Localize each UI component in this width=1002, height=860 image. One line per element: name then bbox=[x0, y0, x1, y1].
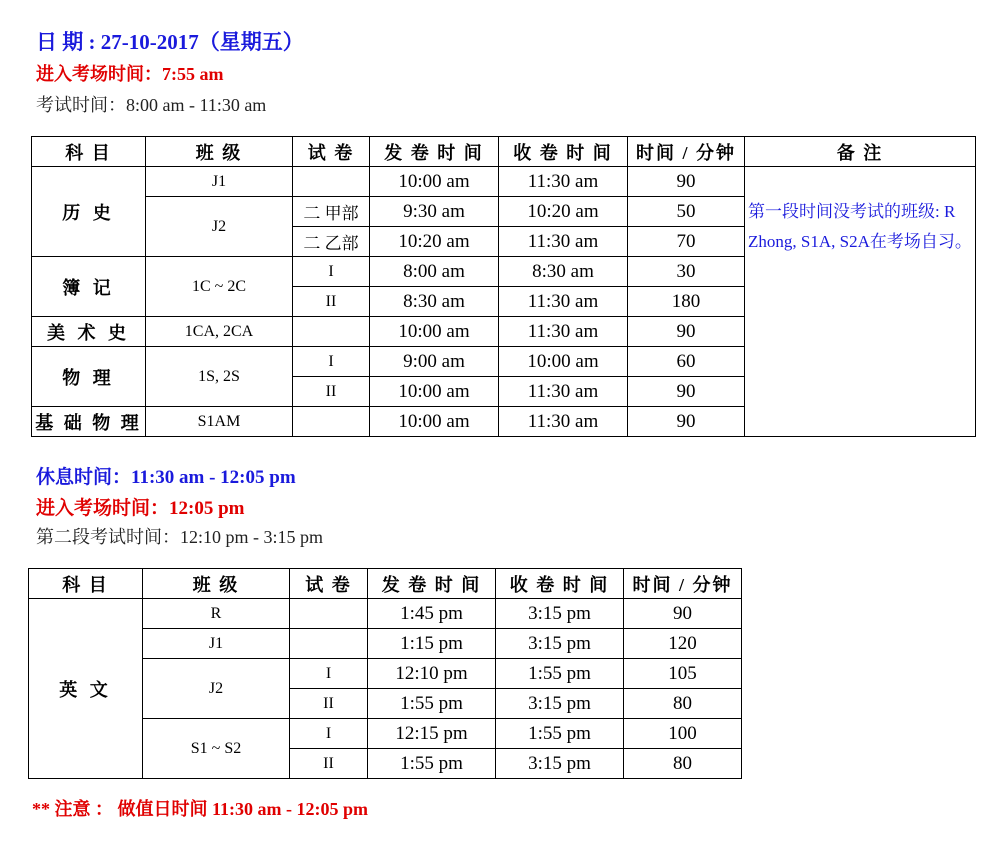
end-time-cell: 11:30 am bbox=[499, 227, 628, 257]
end-time-cell: 11:30 am bbox=[499, 317, 628, 347]
class-cell: S1AM bbox=[146, 407, 293, 437]
col-subject: 科 目 bbox=[32, 137, 146, 167]
end-time-cell: 10:20 am bbox=[499, 197, 628, 227]
start-time-cell: 9:30 am bbox=[370, 197, 499, 227]
table-row bbox=[29, 599, 742, 629]
start-time-cell: 10:00 am bbox=[370, 317, 499, 347]
duration-cell: 90 bbox=[628, 407, 745, 437]
duration-cell: 80 bbox=[624, 689, 742, 719]
col-class: 班 级 bbox=[146, 137, 293, 167]
class-cell: J2 bbox=[143, 659, 290, 719]
exam-schedule-table-1 bbox=[31, 136, 976, 437]
duration-cell: 60 bbox=[628, 347, 745, 377]
duration-cell: 105 bbox=[624, 659, 742, 689]
remarks-cell: 第一段时间没考试的班级: R Zhong, S1A, S2A在考场自习。 bbox=[745, 167, 976, 437]
duration-cell: 30 bbox=[628, 257, 745, 287]
paper-cell bbox=[290, 599, 368, 629]
paper-cell bbox=[293, 407, 370, 437]
start-time-cell: 10:00 am bbox=[370, 407, 499, 437]
subject-cell: 美 术 史 bbox=[32, 317, 146, 347]
start-time-cell: 8:00 am bbox=[370, 257, 499, 287]
paper-cell bbox=[293, 317, 370, 347]
col-paper: 试 卷 bbox=[293, 137, 370, 167]
start-time-cell: 10:00 am bbox=[370, 167, 499, 197]
end-time-cell: 11:30 am bbox=[499, 287, 628, 317]
start-time-cell: 10:20 am bbox=[370, 227, 499, 257]
duration-cell: 50 bbox=[628, 197, 745, 227]
end-time-cell: 3:15 pm bbox=[496, 689, 624, 719]
subject-cell: 历 史 bbox=[32, 167, 146, 257]
class-cell: R bbox=[143, 599, 290, 629]
paper-cell: II bbox=[293, 377, 370, 407]
paper-cell: II bbox=[290, 689, 368, 719]
exam-date: 日 期 : 27-10-2017（星期五） bbox=[36, 30, 304, 54]
class-cell: 1CA, 2CA bbox=[146, 317, 293, 347]
class-cell: S1 ~ S2 bbox=[143, 719, 290, 779]
duration-cell: 180 bbox=[628, 287, 745, 317]
col-remarks: 备 注 bbox=[745, 137, 976, 167]
end-time-cell: 10:00 am bbox=[499, 347, 628, 377]
end-time-cell: 1:55 pm bbox=[496, 659, 624, 689]
col-duration: 时间 / 分钟 bbox=[624, 569, 742, 599]
break-time: 休息时间：11:30 am - 12:05 pm bbox=[36, 467, 296, 488]
start-time-cell: 12:15 pm bbox=[368, 719, 496, 749]
duration-cell: 90 bbox=[628, 317, 745, 347]
paper-cell bbox=[290, 629, 368, 659]
col-duration: 时间 / 分钟 bbox=[628, 137, 745, 167]
exam-schedule-table-2 bbox=[28, 568, 742, 779]
duty-time-note: ** 注意 ： 做值日时间 11:30 am - 12:05 pm bbox=[32, 799, 368, 819]
paper-cell: I bbox=[290, 659, 368, 689]
subject-cell: 物 理 bbox=[32, 347, 146, 407]
class-cell: J1 bbox=[143, 629, 290, 659]
entry-time-1: 进入考场时间：7:55 am bbox=[36, 64, 224, 84]
start-time-cell: 9:00 am bbox=[370, 347, 499, 377]
paper-cell bbox=[293, 167, 370, 197]
col-paper: 试 卷 bbox=[290, 569, 368, 599]
end-time-cell: 3:15 pm bbox=[496, 749, 624, 779]
col-start-time: 发 卷 时 间 bbox=[368, 569, 496, 599]
paper-cell: II bbox=[290, 749, 368, 779]
col-end-time: 收 卷 时 间 bbox=[496, 569, 624, 599]
start-time-cell: 8:30 am bbox=[370, 287, 499, 317]
subject-cell: 簿 记 bbox=[32, 257, 146, 317]
duration-cell: 100 bbox=[624, 719, 742, 749]
exam-time-2: 第二段考试时间：12:10 pm - 3:15 pm bbox=[36, 527, 323, 547]
start-time-cell: 12:10 pm bbox=[368, 659, 496, 689]
end-time-cell: 11:30 am bbox=[499, 407, 628, 437]
table-row bbox=[32, 167, 976, 197]
end-time-cell: 3:15 pm bbox=[496, 599, 624, 629]
table-header-row bbox=[32, 137, 976, 167]
exam-time-1: 考试时间：8:00 am - 11:30 am bbox=[36, 95, 267, 115]
end-time-cell: 3:15 pm bbox=[496, 629, 624, 659]
start-time-cell: 1:15 pm bbox=[368, 629, 496, 659]
subject-cell: 英 文 bbox=[29, 599, 143, 779]
paper-cell: I bbox=[293, 257, 370, 287]
col-class: 班 级 bbox=[143, 569, 290, 599]
class-cell: 1C ~ 2C bbox=[146, 257, 293, 317]
end-time-cell: 1:55 pm bbox=[496, 719, 624, 749]
paper-cell: I bbox=[293, 347, 370, 377]
paper-cell: 二 甲部 bbox=[293, 197, 370, 227]
duration-cell: 90 bbox=[624, 599, 742, 629]
start-time-cell: 1:55 pm bbox=[368, 749, 496, 779]
class-cell: J2 bbox=[146, 197, 293, 257]
start-time-cell: 10:00 am bbox=[370, 377, 499, 407]
entry-time-2: 进入考场时间：12:05 pm bbox=[36, 498, 245, 519]
class-cell: 1S, 2S bbox=[146, 347, 293, 407]
col-end-time: 收 卷 时 间 bbox=[499, 137, 628, 167]
duration-cell: 90 bbox=[628, 167, 745, 197]
end-time-cell: 11:30 am bbox=[499, 377, 628, 407]
paper-cell: II bbox=[293, 287, 370, 317]
start-time-cell: 1:55 pm bbox=[368, 689, 496, 719]
end-time-cell: 11:30 am bbox=[499, 167, 628, 197]
duration-cell: 120 bbox=[624, 629, 742, 659]
paper-cell: 二 乙部 bbox=[293, 227, 370, 257]
paper-cell: I bbox=[290, 719, 368, 749]
duration-cell: 90 bbox=[628, 377, 745, 407]
class-cell: J1 bbox=[146, 167, 293, 197]
duration-cell: 70 bbox=[628, 227, 745, 257]
subject-cell: 基 础 物 理 bbox=[32, 407, 146, 437]
end-time-cell: 8:30 am bbox=[499, 257, 628, 287]
duration-cell: 80 bbox=[624, 749, 742, 779]
col-subject: 科 目 bbox=[29, 569, 143, 599]
start-time-cell: 1:45 pm bbox=[368, 599, 496, 629]
table-header-row bbox=[29, 569, 742, 599]
col-start-time: 发 卷 时 间 bbox=[370, 137, 499, 167]
